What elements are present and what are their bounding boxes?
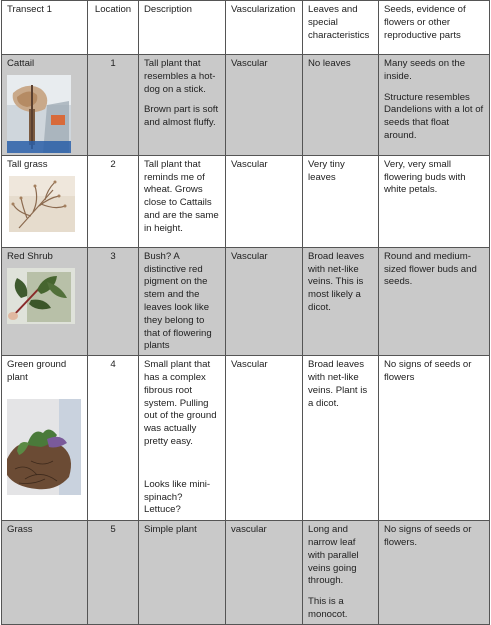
seeds-text: No signs of seeds or flowers [384,359,472,383]
description-text: Tall plant that reminds me of wheat. Grows close to Cattails and are the same in height. [144,158,219,234]
seeds-cell [379,55,490,156]
leaves-cell [303,55,379,156]
plant-name: Grass [7,524,33,536]
leaves-text: Broad leaves with net-like veins. Plant is a dicot. [308,359,368,409]
table-row [2,356,490,521]
leaves-text: Long and narrow leaf with parallel veins going through. [308,524,359,587]
plant-name-cell [2,521,88,625]
leaves-cell [303,155,379,247]
green-ground-plant-photo [7,399,81,495]
seeds-text: Many seeds on the inside. [384,58,466,82]
transect-table [1,0,490,625]
leaves-text: This is a monocot. [308,596,348,620]
seeds-text: No signs of seeds or flowers. [384,524,472,548]
leaves-cell [303,356,379,521]
location-cell: 2 [88,155,139,247]
vascularization-cell: Vascular [226,55,303,156]
description-cell [139,356,226,521]
plant-name: Red Shrub [7,250,53,262]
plant-name-cell [2,356,88,521]
header-location: Location [88,1,139,55]
document-page [1,0,489,620]
seeds-cell [379,521,490,625]
header-transect: Transect 1 [2,1,88,55]
header-row [2,1,490,55]
plant-name-cell [2,55,88,156]
description-text: Bush? A distinctive red pigment on the stem and the leaves look like they belong to that of flowering plants [144,250,212,352]
plant-name: Green ground plant [7,359,67,383]
description-text: Looks like mini-spinach? Lettuce? [144,478,211,516]
seeds-cell [379,247,490,355]
location-cell: 1 [88,55,139,156]
leaves-cell [303,521,379,625]
leaves-cell [303,247,379,355]
header-leaves: Leaves and special characteristics [303,1,379,55]
tall-grass-photo [9,176,75,232]
table-row [2,247,490,355]
plant-name-cell [2,155,88,247]
vascularization-cell: Vascular [226,247,303,355]
table-row [2,55,490,156]
header-description: Description [139,1,226,55]
description-cell [139,55,226,156]
description-text: Tall plant that resembles a hot-dog on a stick. [144,58,216,95]
description-cell [139,521,226,625]
seeds-cell [379,155,490,247]
table-row [2,155,490,247]
description-cell [139,155,226,247]
red-shrub-photo [7,268,75,324]
cattail-photo [7,75,71,153]
seeds-text: Very, very small flowering buds with white petals. [384,158,466,196]
leaves-text: No leaves [308,58,351,69]
plant-name-cell [2,247,88,355]
description-text: Simple plant [144,524,197,536]
plant-name: Tall grass [7,158,48,170]
leaves-text: Broad leaves with net-like veins. This is most likely a dicot. [308,250,364,313]
location-cell: 4 [88,356,139,521]
seeds-text: Round and medium-sized flower buds and seeds. [384,250,477,288]
header-seeds: Seeds, evidence of flowers or other reproductive parts [379,1,490,55]
table-row [2,521,490,625]
location-cell: 5 [88,521,139,625]
leaves-text: Very tiny leaves [308,158,345,183]
description-text: Brown part is soft and almost fluffy. [144,104,219,129]
seeds-cell [379,356,490,521]
plant-name: Cattail [7,58,35,69]
vascularization-cell: vascular [226,521,303,625]
location-cell: 3 [88,247,139,355]
description-cell [139,247,226,355]
header-vascularization: Vascularization [226,1,303,55]
vascularization-cell: Vascular [226,356,303,521]
vascularization-cell: Vascular [226,155,303,247]
seeds-text: Structure resembles Dandelions with a lot of seeds that float around. [384,91,484,141]
description-text: Small plant that has a complex fibrous root system. Pulling out of the ground was actually pretty easy. [144,359,217,447]
